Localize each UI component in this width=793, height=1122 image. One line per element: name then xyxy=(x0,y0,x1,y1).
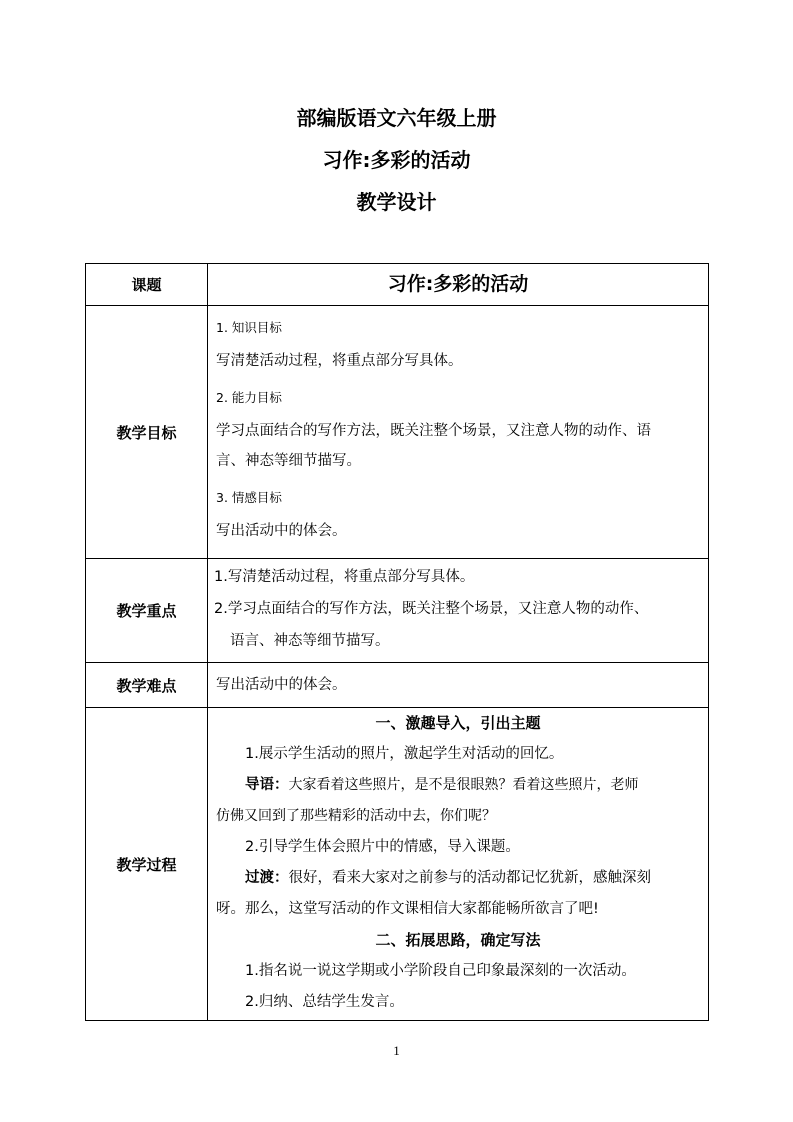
process-section-2-title: 二、拓展思路，确定写法 xyxy=(375,931,541,949)
table-row-topic xyxy=(86,264,709,306)
guide-label: 导语： xyxy=(245,777,289,793)
goals-cell xyxy=(208,306,709,559)
topic-value-cell xyxy=(208,264,709,306)
goals-label: 教学目标 xyxy=(86,306,208,559)
process-label: 教学过程 xyxy=(86,708,208,1021)
key-point-1: 1.写清楚活动过程，将重点部分写具体。 xyxy=(214,569,475,585)
guide-text-1: 大家看着这些照片，是不是很眼熟？看着这些照片，老师 xyxy=(288,777,639,793)
document-title: 部编版语文六年级上册 xyxy=(296,106,497,130)
topic-value: 习作:多彩的活动 xyxy=(387,273,529,295)
process-cell xyxy=(208,708,709,1021)
key-point-2-line-2: 语言、神态等细节描写。 xyxy=(230,633,390,649)
key-points-label: 教学重点 xyxy=(86,559,208,663)
knowledge-goal-heading: 1. 知识目标 xyxy=(216,320,282,335)
emotion-goal-heading: 3. 情感目标 xyxy=(216,490,282,505)
ability-goal-text-2: 言、神态等细节描写。 xyxy=(216,453,361,469)
guide-line-1 xyxy=(216,775,700,795)
process-step-4: 2.归纳、总结学生发言。 xyxy=(245,994,404,1010)
key-point-2-line-1: 2.学习点面结合的写作方法，既关注整个场景，又注意人物的动作、 xyxy=(214,601,649,617)
difficulty-label: 教学难点 xyxy=(86,663,208,708)
table-row-process xyxy=(86,708,709,1021)
page-number: 1 xyxy=(393,1043,400,1058)
ability-goal-heading: 2. 能力目标 xyxy=(216,390,282,405)
transition-line-1 xyxy=(216,868,700,888)
ability-goal-text-1: 学习点面结合的写作方法，既关注整个场景，又注意人物的动作、语 xyxy=(216,423,651,439)
difficulty-text: 写出活动中的体会。 xyxy=(216,677,347,693)
difficulty-cell xyxy=(208,663,709,708)
guide-text-2: 仿佛又回到了那些精彩的活动中去，你们呢？ xyxy=(216,808,496,824)
topic-label: 课题 xyxy=(86,264,208,306)
transition-text-1: 很好，看来大家对之前参与的活动都记忆犹新，感触深刻 xyxy=(288,870,651,886)
transition-text-2: 呀。那么，这堂写活动的作文课相信大家都能畅所欲言了吧! xyxy=(216,901,599,917)
table-row-difficulty xyxy=(86,663,709,708)
table-row-goals xyxy=(86,306,709,559)
document-subtitle: 习作:多彩的活动 xyxy=(322,148,471,172)
key-points-cell xyxy=(208,559,709,663)
knowledge-goal-text: 写清楚活动过程，将重点部分写具体。 xyxy=(216,353,463,369)
emotion-goal-text: 写出活动中的体会。 xyxy=(216,523,347,539)
table-row-key-points xyxy=(86,559,709,663)
lesson-plan-table xyxy=(85,263,709,1021)
process-step-1: 1.展示学生活动的照片，激起学生对活动的回忆。 xyxy=(245,746,564,762)
transition-label: 过渡： xyxy=(245,870,289,886)
process-step-3: 1.指名说一说这学期或小学阶段自己印象最深刻的一次活动。 xyxy=(245,963,636,979)
document-type-title: 教学设计 xyxy=(356,190,437,214)
process-section-1-title: 一、激趣导入，引出主题 xyxy=(375,714,541,732)
process-step-2: 2.引导学生体会照片中的情感，导入课题。 xyxy=(245,839,520,855)
